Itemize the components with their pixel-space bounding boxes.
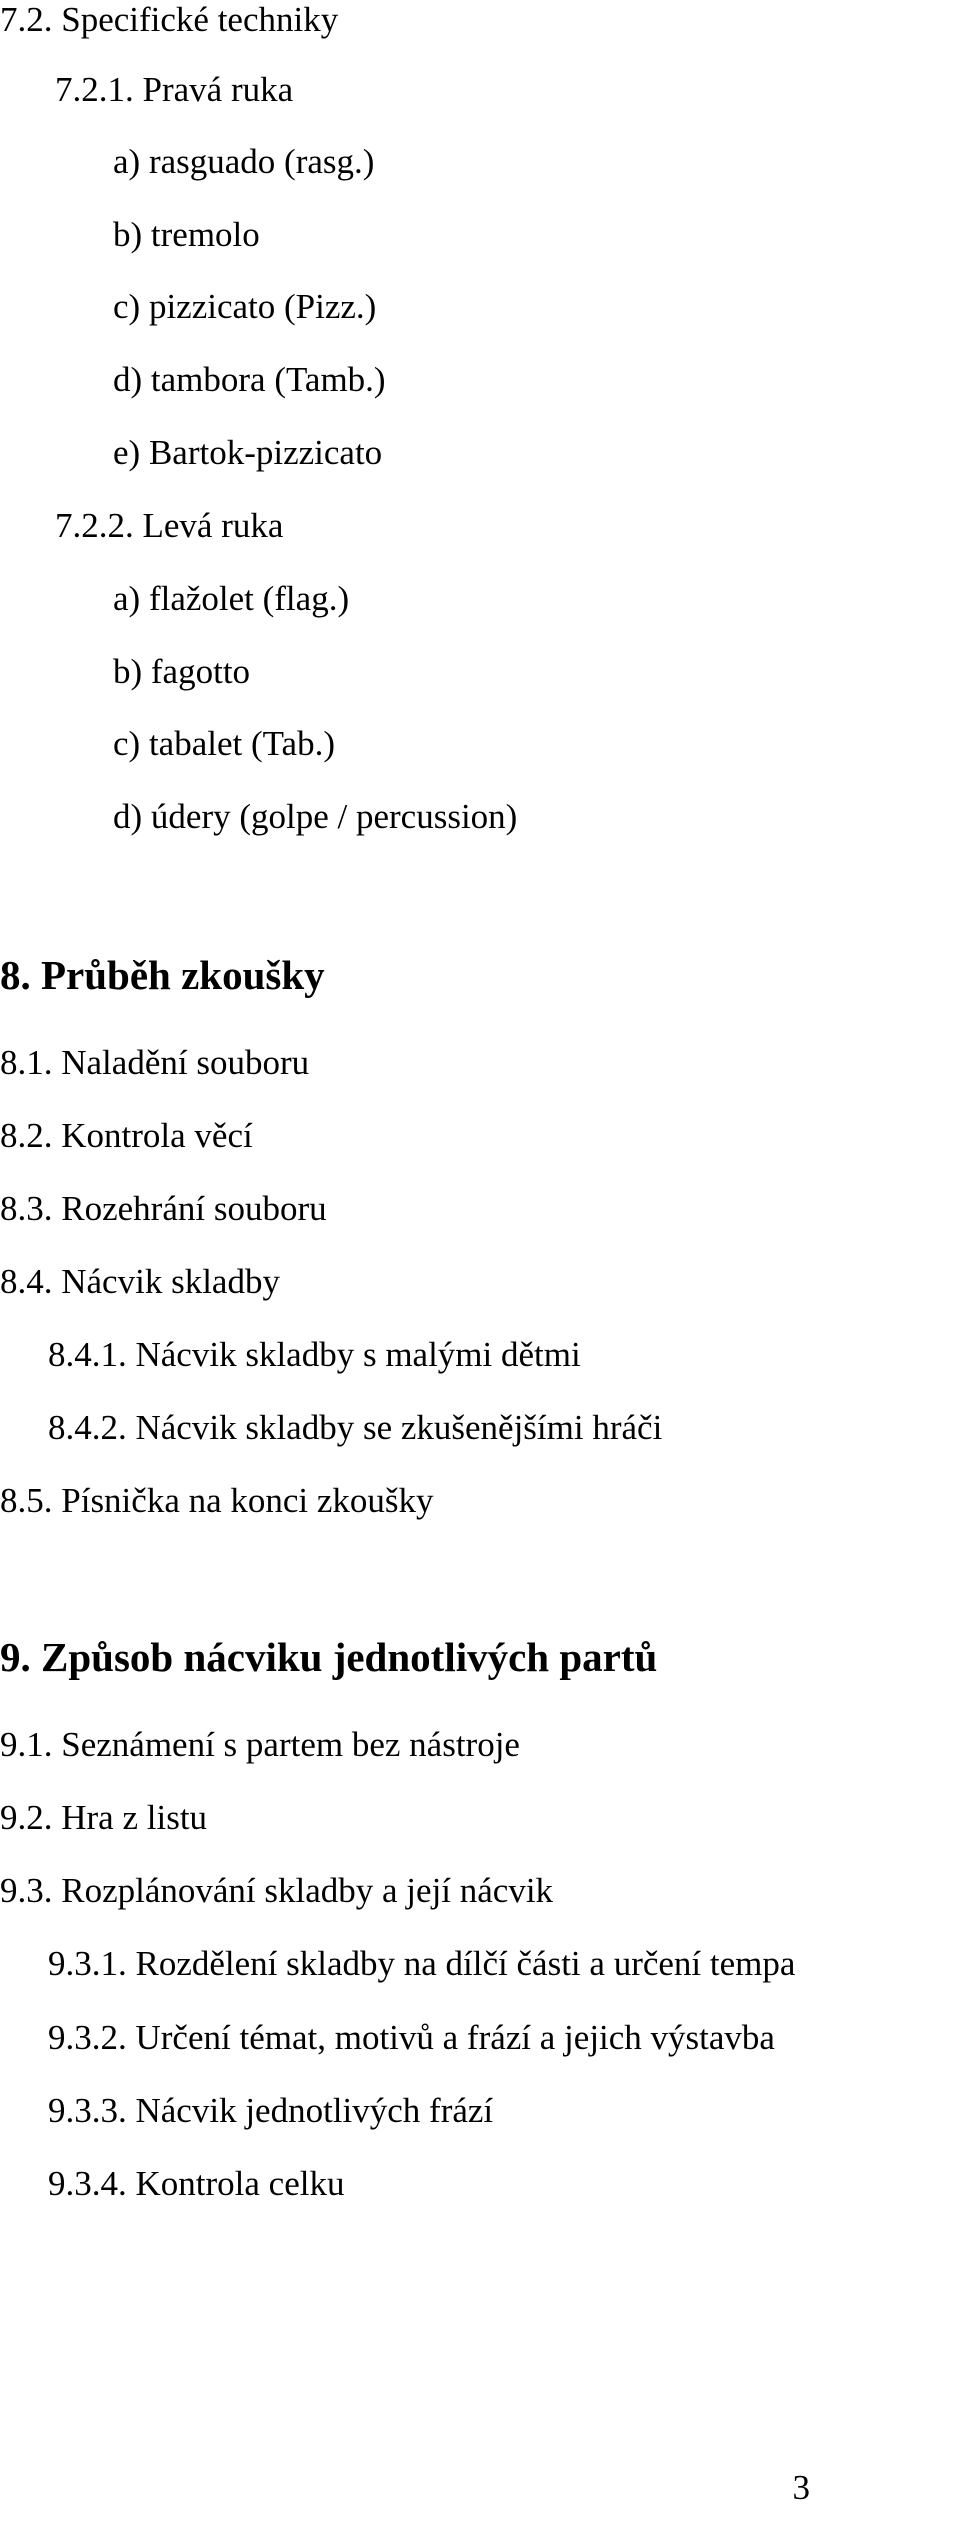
toc-entry: 9.3.3. Nácvik jednotlivých frází xyxy=(48,2091,494,2130)
section-heading: 8. Průběh zkoušky xyxy=(0,952,325,998)
toc-entry: 9.3. Rozplánování skladby a její nácvik xyxy=(0,1871,554,1910)
toc-entry: 8.4.2. Nácvik skladby se zkušenějšími hráči xyxy=(48,1408,663,1447)
toc-entry: 7.2.2. Levá ruka xyxy=(55,506,284,545)
section-heading: 9. Způsob nácviku jednotlivých partů xyxy=(0,1634,658,1680)
toc-entry: a) rasguado (rasg.) xyxy=(113,142,375,181)
toc-entry: d) údery (golpe / percussion) xyxy=(113,797,518,836)
toc-entry: b) tremolo xyxy=(113,215,260,254)
toc-entry: e) Bartok-pizzicato xyxy=(113,433,383,472)
toc-entry: 8.4.1. Nácvik skladby s malými dětmi xyxy=(48,1335,581,1374)
toc-entry: c) pizzicato (Pizz.) xyxy=(113,287,377,326)
toc-entry: c) tabalet (Tab.) xyxy=(113,724,335,763)
toc-entry: 9.3.1. Rozdělení skladby na dílčí části a určení tempa xyxy=(48,1944,796,1983)
toc-entry: 9.1. Seznámení s partem bez nástroje xyxy=(0,1725,520,1764)
toc-entry: 7.2.1. Pravá ruka xyxy=(55,70,294,109)
toc-entry: 9.2. Hra z listu xyxy=(0,1798,208,1837)
toc-entry: a) flažolet (flag.) xyxy=(113,579,350,618)
toc-entry: 8.5. Písnička na konci zkoušky xyxy=(0,1481,434,1520)
toc-entry: 8.4. Nácvik skladby xyxy=(0,1262,280,1301)
page-number: 3 xyxy=(792,2468,810,2507)
toc-entry: 7.2. Specifické techniky xyxy=(0,0,339,39)
toc-entry: b) fagotto xyxy=(113,652,251,691)
toc-entry: 9.3.4. Kontrola celku xyxy=(48,2164,345,2203)
toc-entry: 8.2. Kontrola věcí xyxy=(0,1116,253,1155)
toc-entry: 9.3.2. Určení témat, motivů a frází a jejich výstavba xyxy=(48,2018,775,2057)
toc-entry: d) tambora (Tamb.) xyxy=(113,360,386,399)
toc-entry: 8.3. Rozehrání souboru xyxy=(0,1189,327,1228)
toc-entry: 8.1. Naladění souboru xyxy=(0,1043,310,1082)
